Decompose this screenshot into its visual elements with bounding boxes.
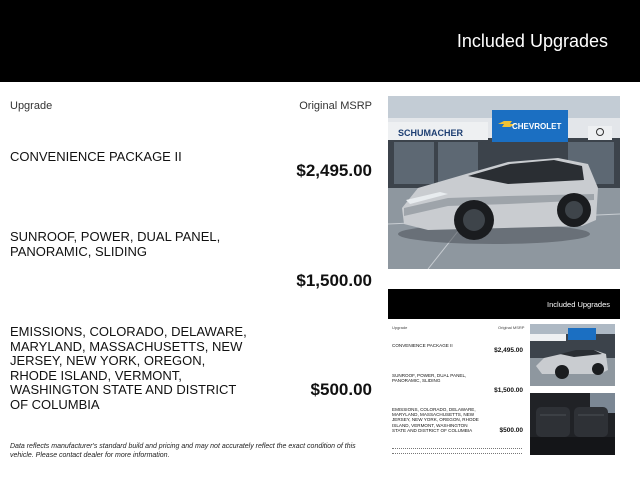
dealer-sign: SCHUMACHER	[398, 128, 463, 138]
upgrade-price: $500.00	[310, 380, 372, 399]
thumbnail-upgrade-name: SUNROOF, POWER, DUAL PANEL, PANORAMIC, SLIDING	[392, 373, 467, 384]
page-title: Included Upgrades	[456, 31, 608, 51]
thumbnail-vehicle-photo	[530, 324, 615, 386]
upgrade-name: EMISSIONS, COLORADO, DELAWARE, MARYLAND, MASSACHUSETTS, NEW JERSEY, NEW YORK, OREGON, RHODE ISLAND, VERMONT, WASHINGTON STATE AND DISTRICT OF COLUMBIA	[10, 324, 247, 412]
thumbnail-upgrade-price: $1,500.00	[494, 387, 523, 394]
thumbnail-column-msrp: Original MSRP	[498, 325, 525, 330]
thumbnail-disclaimer	[392, 448, 522, 454]
thumbnail-upgrade-price: $2,495.00	[494, 347, 523, 354]
thumbnail-title: Included Upgrades	[547, 300, 610, 309]
disclaimer: Data reflects manufacturer's standard build and pricing and may not accurately reflect the exact condition of this vehicle. Please contact dealer for more information.	[10, 443, 356, 459]
header-banner	[0, 0, 640, 82]
thumbnail-upgrade-name: CONVENIENCE PACKAGE II	[392, 343, 453, 348]
brand-sign: CHEVROLET	[512, 122, 562, 131]
thumbnail-banner	[388, 289, 620, 319]
thumbnail-upgrade-price: $500.00	[499, 427, 523, 434]
thumbnail-upgrade-name: EMISSIONS, COLORADO, DELAWARE, MARYLAND, MASSACHUSETTS, NEW JERSEY, NEW YORK, OREGON, RHODE ISLAND, VERMONT, WASHINGTON STATE AND DISTRICT OF COLUMBIA	[392, 407, 479, 433]
thumbnail-interior-photo	[530, 393, 615, 455]
thumbnail-preview	[388, 289, 620, 457]
thumbnail-column-upgrade: Upgrade	[392, 325, 408, 330]
upgrade-price: $1,500.00	[296, 271, 372, 290]
column-header-upgrade: Upgrade	[10, 100, 53, 112]
vehicle-photo	[388, 96, 620, 269]
upgrade-name: SUNROOF, POWER, DUAL PANEL, PANORAMIC, SLIDING	[10, 229, 221, 259]
upgrade-name: CONVENIENCE PACKAGE II	[10, 149, 182, 164]
column-header-msrp: Original MSRP	[299, 100, 372, 112]
upgrade-price: $2,495.00	[296, 161, 372, 180]
